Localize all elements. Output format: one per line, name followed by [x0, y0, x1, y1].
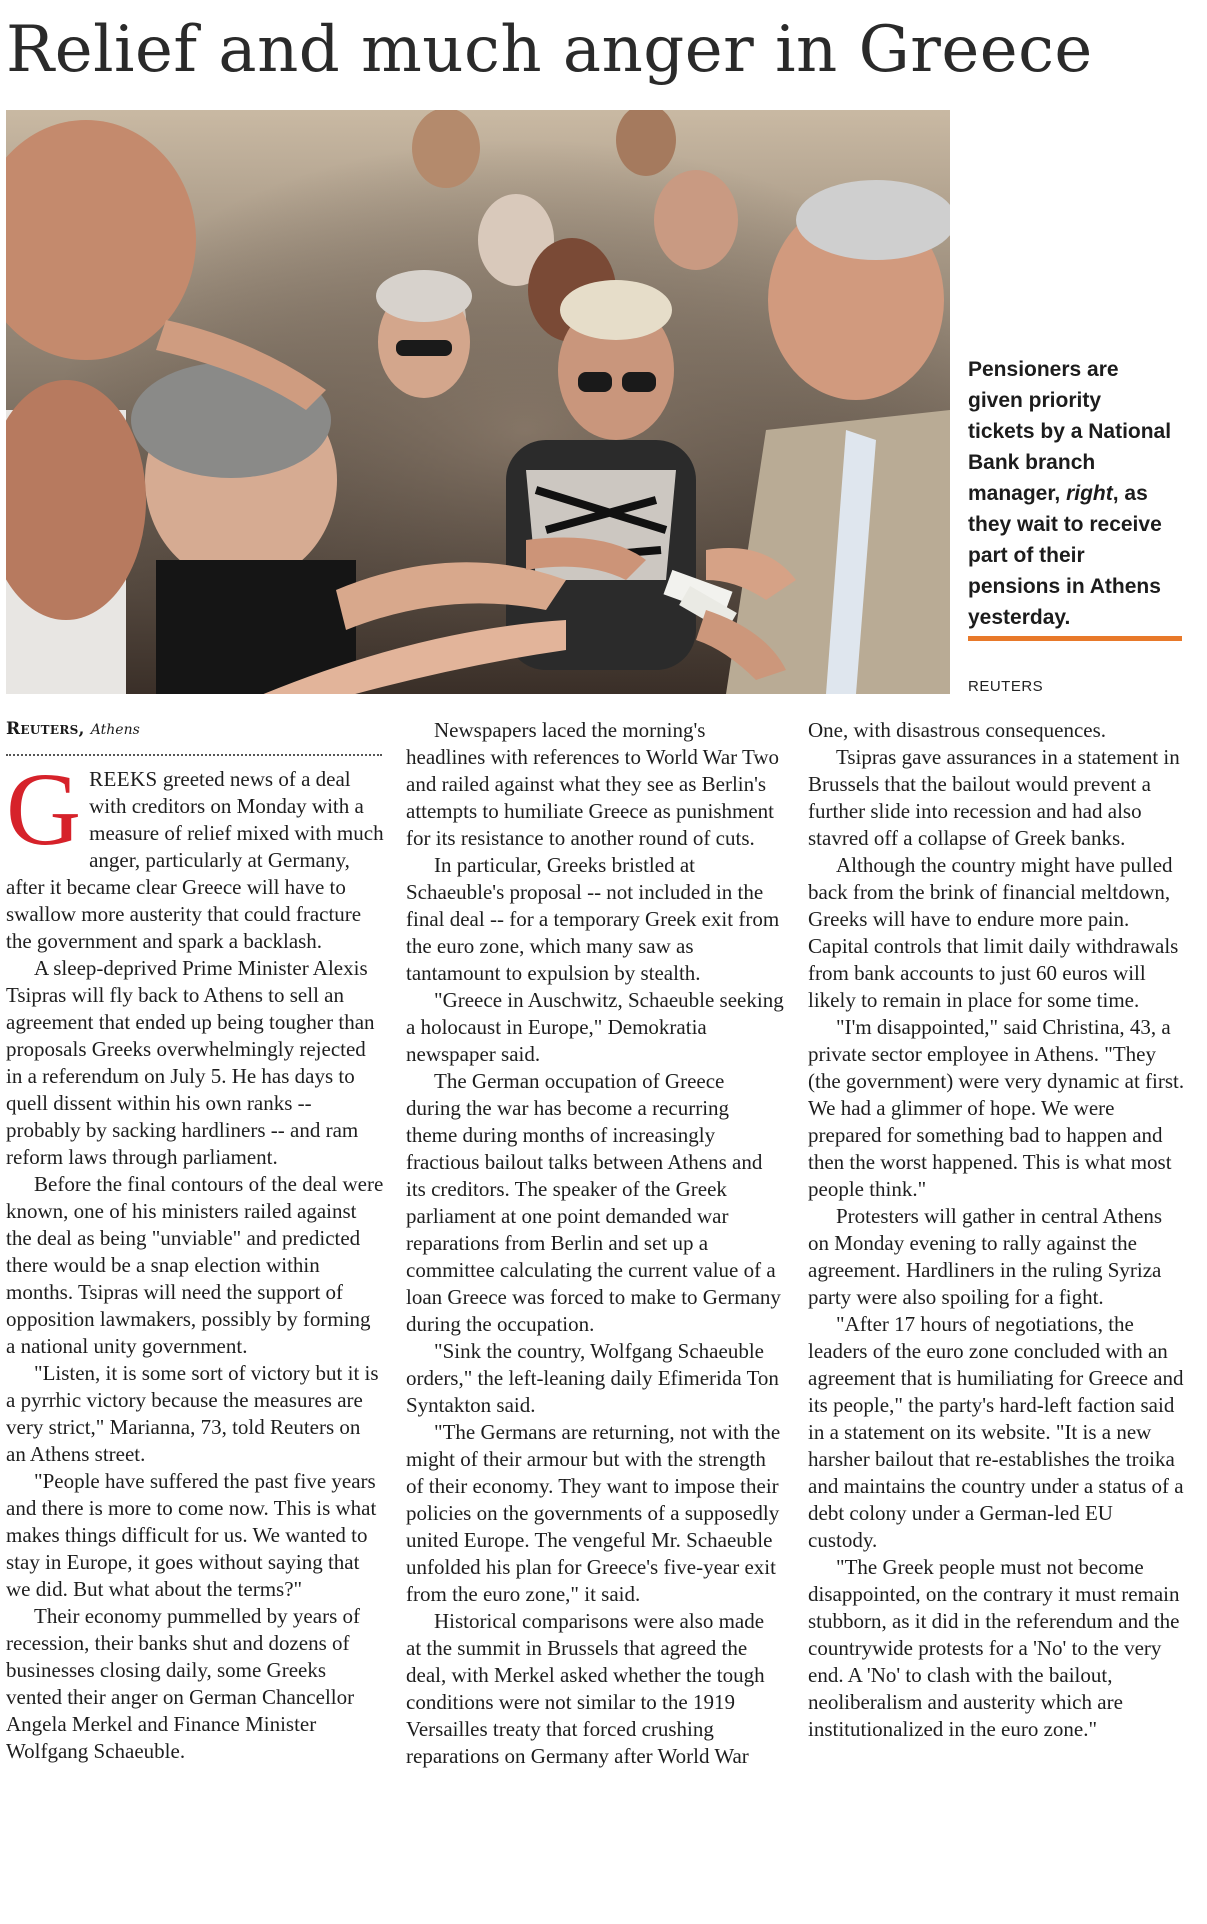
article-paragraph: A sleep-deprived Prime Minister Alexis Tsipras will fly back to Athens to sell an agreement that ended up being tougher than proposals Greeks overwhelmingly rejected in a referendum on July 5. He has days to quell dissent within his own ranks -- probably by sacking hardliners -- and ram reform laws through parliament. [6, 956, 375, 1169]
pensioners-photo-illustration [6, 110, 950, 694]
article-paragraph: Newspapers laced the morning's headlines with references to World War Two and railed against what they see as Berlin's attempts to humiliate Greece as punishment for its resistance to another round of cuts. [406, 718, 780, 850]
article-paragraph: The German occupation of Greece during the war has become a recurring theme during months of increasingly fractious bailout talks between Athens and its creditors. The speaker of the Greek parliament at one point demanded war reparations from Berlin and set up a committee calculating the current value of a loan Greece was forced to make to Germany during the occupation. [406, 1069, 781, 1336]
article-paragraph: "People have suffered the past five years and there is more to come now. This is what makes things difficult for us. We wanted to stay in Europe, it goes without saying that we did. But what about the terms?" [6, 1469, 377, 1601]
byline-agency: Reuters, [6, 719, 85, 739]
byline [6, 716, 382, 743]
news-photo [6, 110, 950, 694]
lead-text: greeted news of a deal with creditors on Monday with a measure of relief mixed with much anger, particularly at Germany, after it became clear Greece will have to swallow more austerity that could fracture the government and spark a backlash. [6, 767, 384, 953]
article-paragraph: Their economy pummelled by years of recession, their banks shut and dozens of businesses closing daily, some Greeks vented their anger on German Chancellor Angela Merkel and Finance Minister Wolfgang Schaeuble. [6, 1604, 360, 1763]
drop-cap: G [6, 752, 82, 867]
caption-text-2: , as they wait to receive part of their pensions in Athens yesterday. [968, 482, 1162, 629]
headline: Relief and much anger in Greece [6, 13, 1093, 87]
article-column-2 [406, 717, 784, 1770]
photo-caption [968, 354, 1173, 633]
article-paragraph: "The Greek people must not become disappointed, on the contrary it must remain stubborn, as it did in the referendum and the countrywide protests for a 'No' to the very end. A 'No' to clash with the bailout, neoliberalism and austerity which are institutionalized in the euro zone." [808, 1555, 1180, 1741]
article-paragraph: "After 17 hours of negotiations, the leaders of the euro zone concluded with an agreement that is humiliating for Greece and its people," the party's hard-left faction said in a statement on its website. "It is a new harsher bailout that re-establishes the troika and maintains the country under a status of a debt colony under a German-led EU custody. [808, 1312, 1184, 1552]
article-paragraph: Protesters will gather in central Athens on Monday evening to rally against the agreement. Hardliners in the ruling Syriza party were also spoiling for a fight. [808, 1204, 1163, 1309]
photo-credit: REUTERS [968, 678, 1044, 695]
caption-text-1: Pensioners are given priority tickets by a National Bank branch manager, [968, 358, 1172, 505]
article-paragraph [6, 752, 384, 955]
caption-emphasis: right [1066, 482, 1113, 505]
article-paragraph: In particular, Greeks bristled at Schaeuble's proposal -- not included in the final deal -- for a temporary Greek exit from the euro zone, which many saw as tantamount to expulsion by stealth. [406, 853, 780, 985]
article-paragraph: "I'm disappointed," said Christina, 43, a private sector employee in Athens. "They (the government) were very dynamic at first. We had a glimmer of hope. We were prepared for something bad to happen and then the worst happened. This is what most people think." [808, 1015, 1185, 1201]
article-paragraph: Historical comparisons were also made at the summit in Brussels that agreed the deal, with Merkel asked whether the tough conditions were not similar to the 1919 Versailles treaty that forced crushing reparations on Germany after World War [406, 1609, 765, 1768]
article-paragraph: Before the final contours of the deal were known, one of his ministers railed against the deal as being "unviable" and predicted there would be a snap election within months. Tsipras will need the support of opposition lawmakers, possibly by forming a national unity government. [6, 1172, 384, 1358]
article-paragraph: "Sink the country, Wolfgang Schaeuble orders," the left-leaning daily Efimerida Ton Syntakton said. [406, 1339, 779, 1417]
article-paragraph: "The Germans are returning, not with the might of their armour but with the strength of their economy. They want to impose their policies on the governments of a supposedly united Europe. The vengeful Mr. Schaeuble unfolded his plan for Greece's five-year exit from the euro zone," it said. [406, 1420, 781, 1606]
byline-place: Athens [90, 722, 140, 738]
article-paragraph: Tsipras gave assurances in a statement in Brussels that the bailout would prevent a further slide into recession and had also stavred off a collapse of Greek banks. [808, 745, 1180, 850]
lead-smallcaps: REEKS [89, 767, 158, 791]
article-paragraph: One, with disastrous consequences. [808, 718, 1107, 742]
article-paragraph: "Greece in Auschwitz, Schaeuble seeking a holocaust in Europe," Demokratia newspaper said. [406, 988, 784, 1066]
article-column-1 [6, 752, 384, 1765]
caption-rule [968, 636, 1182, 641]
article-column-3 [808, 717, 1186, 1743]
article-paragraph: Although the country might have pulled back from the brink of financial meltdown, Greeks will have to endure more pain. Capital controls that limit daily withdrawals from bank accounts to just 60 euros will likely to remain in place for some time. [808, 853, 1179, 1012]
article-paragraph: "Listen, it is some sort of victory but it is a pyrrhic victory because the measures are very strict," Marianna, 73, told Reuters on an Athens street. [6, 1361, 379, 1466]
